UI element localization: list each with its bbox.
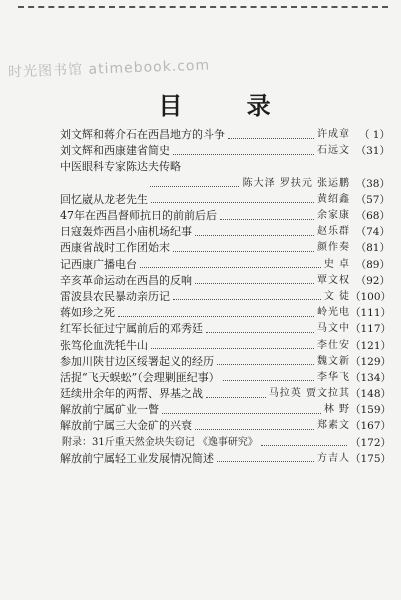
toc-entry-author: 许成章 — [317, 129, 350, 141]
toc-entry-page: （57） — [355, 193, 390, 206]
toc-entry-title: 辛亥革命运动在西昌的反响 — [60, 273, 192, 287]
toc-entry — [60, 337, 390, 353]
toc-entry — [60, 435, 390, 451]
toc-entry-author: 陈大泽 罗扶元 张运鹏 — [242, 177, 350, 189]
dot-leader — [195, 429, 314, 430]
dot-leader — [206, 332, 314, 333]
toc-entry-title: 日寇轰炸西昌小庙机场纪事 — [60, 225, 192, 239]
toc-entry-page: （89） — [355, 258, 390, 271]
toc-entry-author: 马文中 — [317, 323, 350, 335]
toc-entry-title: 刘文辉和蒋介石在西昌地方的斗争 — [60, 128, 225, 142]
toc-entry — [60, 451, 390, 467]
toc-entry-page: （117） — [350, 323, 392, 336]
table-of-contents — [60, 127, 390, 467]
dot-leader — [162, 413, 321, 414]
toc-entry — [60, 208, 390, 224]
toc-entry-author: 李仕安 — [317, 339, 350, 351]
dot-leader — [217, 364, 314, 365]
toc-entry — [60, 224, 390, 240]
toc-entry — [60, 192, 390, 208]
toc-entry-title: 刘文辉和西康建省简史 — [60, 144, 170, 158]
toc-entry-title: 红军长征过宁属前后的邓秀廷 — [60, 322, 203, 336]
dot-leader — [173, 251, 314, 252]
toc-entry — [60, 354, 390, 370]
toc-entry — [60, 370, 390, 386]
dot-leader — [228, 138, 314, 139]
dot-leader — [206, 397, 266, 398]
toc-entry — [60, 305, 390, 321]
dot-leader — [151, 202, 314, 203]
toc-entry-page: （ 1） — [358, 129, 390, 142]
toc-entry-title: 记西康广播电台 — [60, 257, 137, 271]
toc-entry-author: 颜作奏 — [317, 242, 350, 254]
toc-entry — [60, 386, 390, 402]
dot-leader — [140, 267, 321, 268]
toc-entry-author: 林 野 — [323, 404, 350, 416]
toc-entry-author: 郑素文 — [317, 420, 350, 432]
toc-entry-title: 张笃伦血洗牦牛山 — [60, 338, 148, 352]
dot-leader — [261, 445, 347, 446]
toc-entry-page: （68） — [355, 210, 390, 223]
toc-entry-author: 余家康 — [317, 210, 350, 222]
toc-entry — [60, 273, 390, 289]
toc-entry-title: 解放前宁属三大金矿的兴衰 — [60, 419, 192, 433]
toc-entry-author: 魏文新 — [317, 355, 350, 367]
toc-entry-title: 回忆崴从龙老先生 — [60, 192, 148, 206]
toc-entry — [60, 289, 390, 305]
toc-entry-page: （111） — [350, 307, 392, 320]
toc-entry — [60, 240, 390, 256]
toc-entry-page: （129） — [350, 355, 392, 368]
top-border-rule — [18, 6, 388, 8]
toc-entry — [60, 418, 390, 434]
toc-entry-title: 西康省战时工作团始末 — [60, 241, 170, 255]
dot-leader — [173, 154, 314, 155]
toc-entry-page: （74） — [355, 226, 390, 239]
toc-entry-page: （167） — [350, 420, 392, 433]
toc-entry-page: （31） — [355, 145, 390, 158]
toc-entry-author: 方吉人 — [317, 452, 350, 464]
toc-entry-title: 廷续卅余年的两帮、界基之战 — [60, 387, 203, 401]
toc-entry-page: （148） — [350, 388, 392, 401]
toc-entry-page: （92） — [355, 274, 390, 287]
toc-entry-title: 雷波县农民暴动亲历记 — [60, 289, 170, 303]
toc-entry-author: 马拉英 贾文拉其 — [268, 388, 350, 400]
dot-leader — [151, 348, 314, 349]
toc-entry-title: 中医眼科专家陈达夫传略 — [60, 160, 181, 174]
toc-entry-page: （159） — [350, 404, 392, 417]
toc-entry — [60, 257, 390, 273]
dot-leader — [150, 186, 239, 187]
toc-entry-page: （134） — [350, 371, 392, 384]
toc-entry — [60, 402, 390, 418]
toc-entry-page: （172） — [350, 436, 392, 449]
toc-entry-title: 解放前宁属矿业一瞥 — [60, 403, 159, 417]
toc-entry-page: （100） — [350, 290, 392, 303]
dot-leader — [118, 316, 314, 317]
dot-leader — [220, 219, 314, 220]
toc-entry-page: （175） — [350, 452, 392, 465]
toc-entry-page: （81） — [355, 242, 390, 255]
toc-entry-title: 参加川陕甘边区绥署起义的经历 — [60, 354, 214, 368]
toc-entry — [60, 143, 390, 159]
toc-entry-author: 赵乐群 — [317, 226, 350, 238]
toc-entry — [60, 159, 390, 175]
dot-leader — [223, 380, 314, 381]
toc-entry — [60, 321, 390, 337]
toc-entry-author: 文 徒 — [323, 290, 350, 302]
toc-entry-title: 附录：31斤重天然金块失窃记 《逸事研究》 — [62, 436, 258, 448]
toc-entry-title: 蒋如珍之死 — [60, 306, 115, 320]
toc-entry-page: （121） — [350, 339, 392, 352]
dot-leader — [195, 235, 314, 236]
dot-leader — [217, 461, 314, 462]
toc-entry-title: 解放前宁属轻工业发展情况简述 — [60, 451, 214, 465]
toc-entry-author: 覃文权 — [317, 274, 350, 286]
toc-entry-title: 47年在西昌督师抗日的前前后后 — [60, 209, 217, 223]
toc-entry-author: 史 卓 — [323, 258, 350, 270]
toc-entry-author: 黄绍鑫 — [317, 193, 350, 205]
dot-leader — [173, 299, 321, 300]
toc-entry-author: 李华飞 — [317, 371, 350, 383]
toc-entry-page: （38） — [355, 177, 390, 190]
toc-entry-title: 活捉“飞天蜈蚣”（会理剿匪纪事） — [60, 370, 220, 384]
toc-entry — [60, 176, 390, 192]
toc-entry-author: 岭光电 — [317, 307, 350, 319]
toc-entry-author: 石远文 — [317, 145, 350, 157]
dot-leader — [195, 283, 314, 284]
page-title: 目 录 — [158, 92, 299, 120]
toc-entry — [60, 127, 390, 143]
watermark: 时光图书馆 atimebook.com — [7, 57, 211, 81]
